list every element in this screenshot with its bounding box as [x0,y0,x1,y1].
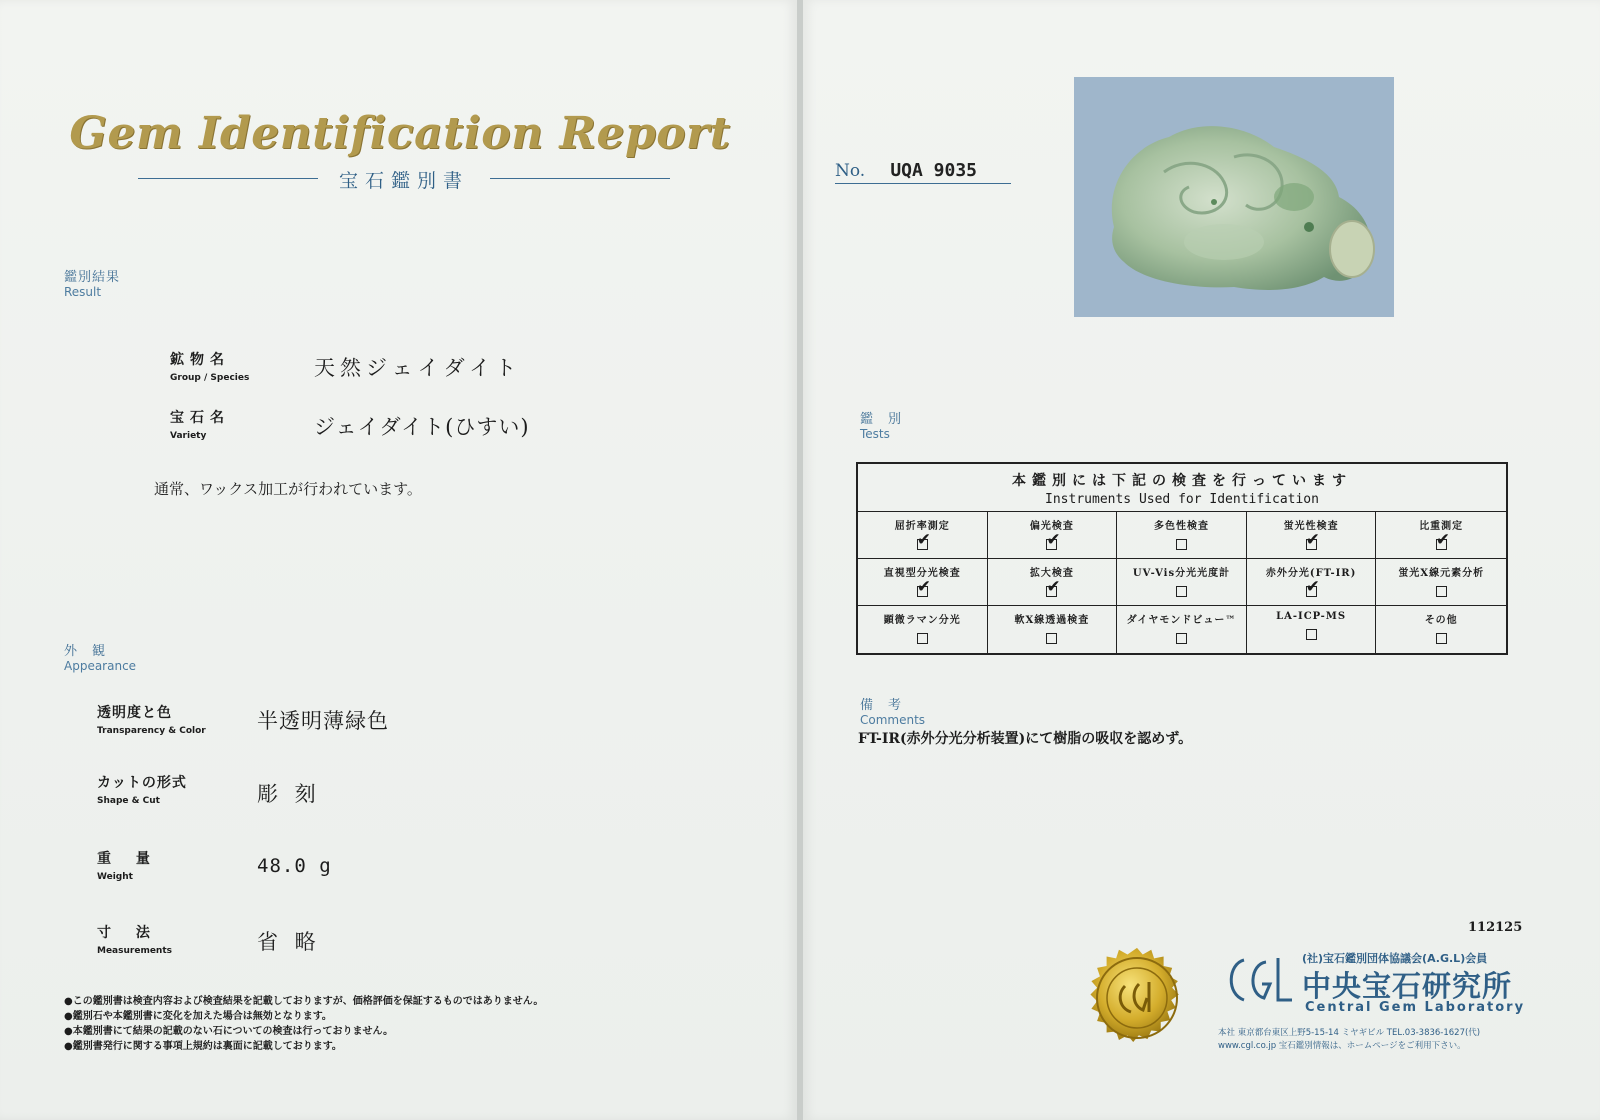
weight-value: 48.0 g [257,855,332,877]
test-label: 顕微ラマン分光 [883,615,961,626]
transparency-label [97,702,206,736]
test-cell [1247,512,1377,559]
measurements-label-jp: 寸 法 [97,925,160,941]
tests-section-heading [860,408,902,441]
carved-jade-image [1074,77,1394,317]
checkmark-icon: ✔ [916,530,932,550]
test-cell [858,606,988,653]
test-cell [1117,606,1247,653]
report-title: Gem Identification Report [69,108,731,159]
test-checkbox [1435,530,1450,550]
weight-label-en: Weight [97,872,133,882]
test-checkbox [1046,633,1057,644]
report-subtitle: 宝石鑑別書 [338,170,469,192]
cut-label-jp: カットの形式 [97,775,187,791]
lab-name-jp: 中央宝石研究所 [1302,969,1513,1003]
test-label: 直視型分光検査 [883,568,961,579]
subtitle-divider-right [490,178,670,179]
test-cell [858,559,988,606]
checkmark-icon: ✔ [916,577,932,597]
test-checkbox [916,577,932,597]
transparency-label-en: Transparency & Color [97,726,206,736]
disclaimers [64,994,704,1054]
disclaimer-line: ●鑑別石や本鑑別書に変化を加えた場合は無効となります。 [64,1011,332,1022]
test-cell [1247,606,1377,653]
tests-table [856,462,1508,655]
test-checkbox [1305,530,1320,550]
lab-address [1218,1027,1480,1053]
test-label: 赤外分光(FT-IR) [1265,568,1357,579]
test-cell [1247,559,1377,606]
species-label [170,349,249,383]
test-label: 多色性検査 [1153,521,1209,532]
comment-text: FT-IR(赤外分光分析装置)にて樹脂の吸収を認めず。 [858,731,1193,747]
appearance-heading-jp: 外 観 [64,644,107,659]
test-label: 蛍光X線元素分析 [1398,568,1485,579]
test-label: 拡大検査 [1029,568,1074,579]
cgl-logo [1218,950,1298,1010]
lab-membership: (社)宝石鑑別団体協議会(A.G.L)会員 [1302,952,1488,965]
disclaimer-line: ●鑑別書発行に関する事項上規約は裏面に記載しております。 [64,1041,342,1052]
test-label: 軟X線透過検査 [1014,615,1090,626]
tests-header-jp: 本鑑別には下記の検査を行っています [1012,473,1352,489]
test-cell [1117,559,1247,606]
test-label: ダイヤモンドビュー™ [1126,615,1237,626]
test-label: 蛍光性検査 [1283,521,1339,532]
measurements-label [97,922,172,956]
comments-heading-en: Comments [860,713,926,727]
transparency-value: 半透明薄緑色 [257,709,389,733]
weight-label [97,848,160,882]
test-cell [1376,559,1506,606]
weight-label-jp: 重 量 [97,851,160,867]
report-number-label: No. [835,161,866,181]
cut-label-en: Shape & Cut [97,796,160,806]
measurements-value: 省 略 [257,930,321,954]
cut-label [97,772,187,806]
test-label: UV-Vis分光光度計 [1132,568,1231,579]
comments-heading-jp: 備 考 [860,698,903,713]
test-label: その他 [1424,615,1458,626]
test-label: LA-ICP-MS [1276,611,1347,622]
variety-label [170,407,230,441]
test-cell [1117,512,1247,559]
test-checkbox [1176,586,1187,597]
test-cell [988,606,1118,653]
tests-grid [858,512,1506,653]
subtitle-divider-left [138,178,318,179]
lab-address-line: 本社 東京都台東区上野5-15-14 ミヤギビル TEL.03-3836-1627(代) [1218,1028,1481,1038]
test-label: 屈折率測定 [894,521,950,532]
test-cell [858,512,988,559]
gold-seal [1077,938,1197,1058]
test-cell [988,512,1118,559]
tests-header-en: Instruments Used for Identification [1045,492,1319,507]
appearance-section-heading [64,640,136,673]
test-cell [1376,606,1506,653]
checkmark-icon: ✔ [1046,530,1061,550]
checkmark-icon: ✔ [1046,577,1061,597]
test-cell [1376,512,1506,559]
test-checkbox [1046,577,1061,597]
result-section-heading [64,266,120,299]
variety-label-jp: 宝石名 [170,410,230,426]
lab-name-en: Central Gem Laboratory [1305,1000,1526,1015]
tests-heading-jp: 鑑 別 [860,412,903,427]
lab-website-line: www.cgl.co.jp 宝石鑑別情報は、ホームページをご利用下さい。 [1218,1041,1466,1051]
tests-heading-en: Tests [860,427,890,441]
species-value: 天然ジェイダイト [314,356,522,380]
species-label-jp: 鉱物名 [170,352,230,368]
gemstone-photo [1074,77,1394,317]
variety-value: ジェイダイト(ひすい) [314,415,530,439]
disclaimer-line: ●本鑑別書にて結果の記載のない石についての検査は行っておりません。 [64,1026,394,1037]
cgl-logo-icon [1218,950,1298,1010]
disclaimer-line: ●この鑑別書は検査内容および検査結果を記載しておりますが、価格評価を保証するものではありません。 [64,996,544,1007]
appearance-heading-en: Appearance [64,659,137,673]
checkmark-icon: ✔ [1305,577,1320,597]
test-checkbox [1436,633,1447,644]
test-checkbox [916,530,932,550]
report-number [835,160,1011,184]
checkmark-icon: ✔ [1305,530,1320,550]
test-checkbox [1436,586,1447,597]
test-checkbox [1306,629,1317,640]
treatment-note: 通常、ワックス加工が行われています。 [154,480,422,498]
test-label: 比重測定 [1419,521,1464,532]
test-checkbox [1176,633,1187,644]
variety-label-en: Variety [170,431,207,441]
test-checkbox [1305,577,1320,597]
measurements-label-en: Measurements [97,946,172,956]
result-heading-jp: 鑑別結果 [64,270,121,285]
gold-seal-icon [1077,938,1197,1058]
test-checkbox [1176,539,1187,550]
test-cell [988,559,1118,606]
comments-section-heading [860,694,925,727]
transparency-label-jp: 透明度と色 [97,705,172,721]
left-page [0,0,797,1120]
test-label: 偏光検査 [1029,521,1074,532]
cut-value: 彫 刻 [257,782,321,806]
test-checkbox [917,633,928,644]
report-number-value: UQA 9035 [890,160,978,181]
subtitle-row [138,166,670,192]
result-heading-en: Result [64,285,102,299]
certificate-number: 112125 [1468,920,1523,935]
species-label-en: Group / Species [170,373,250,383]
checkmark-icon: ✔ [1435,530,1450,550]
test-checkbox [1046,530,1061,550]
tests-table-header [858,464,1506,512]
